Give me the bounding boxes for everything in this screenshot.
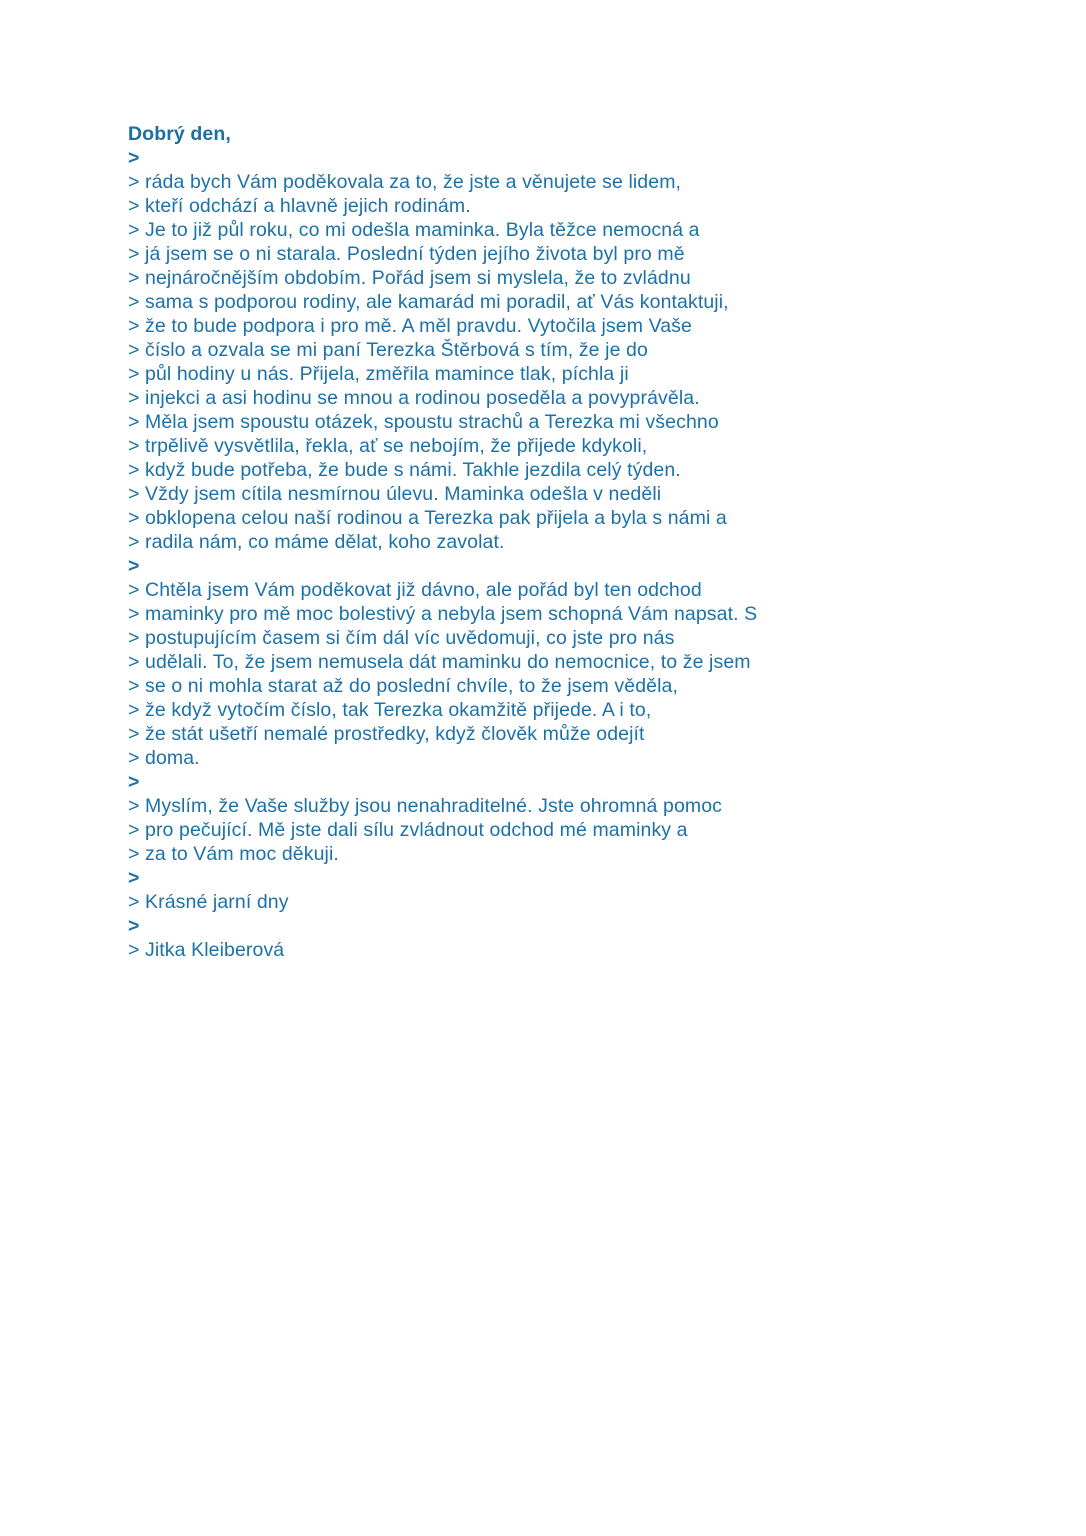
letter-body bbox=[128, 122, 948, 962]
letter-line: > bbox=[128, 867, 140, 889]
letter-line: > maminky pro mě moc bolestivý a nebyla jsem schopná Vám napsat. S bbox=[128, 603, 758, 625]
letter-greeting: Dobrý den, bbox=[128, 123, 231, 145]
letter-line: > Jitka Kleiberová bbox=[128, 939, 285, 961]
letter-line: > půl hodiny u nás. Přijela, změřila mamince tlak, píchla ji bbox=[128, 363, 629, 385]
letter-line: > sama s podporou rodiny, ale kamarád mi poradil, ať Vás kontaktuji, bbox=[128, 291, 729, 313]
letter-line: > Měla jsem spoustu otázek, spoustu strachů a Terezka mi všechno bbox=[128, 411, 719, 433]
letter-line: > bbox=[128, 147, 140, 169]
letter-line: > radila nám, co máme dělat, koho zavolat. bbox=[128, 531, 505, 553]
letter-line: > injekci a asi hodinu se mnou a rodinou poseděla a povyprávěla. bbox=[128, 387, 700, 409]
letter-line: > bbox=[128, 771, 140, 793]
letter-line: > Krásné jarní dny bbox=[128, 891, 289, 913]
letter-line: > že to bude podpora i pro mě. A měl pravdu. Vytočila jsem Vaše bbox=[128, 315, 692, 337]
letter-line: > Vždy jsem cítila nesmírnou úlevu. Maminka odešla v neděli bbox=[128, 483, 662, 505]
letter-line: > ráda bych Vám poděkovala za to, že jste a věnujete se lidem, bbox=[128, 171, 682, 193]
letter-line: > já jsem se o ni starala. Poslední týden jejího života byl pro mě bbox=[128, 243, 685, 265]
letter-line: > za to Vám moc děkuji. bbox=[128, 843, 339, 865]
letter-line: > postupujícím časem si čím dál víc uvědomuji, co jste pro nás bbox=[128, 627, 675, 649]
letter-line: > kteří odchází a hlavně jejich rodinám. bbox=[128, 195, 471, 217]
letter-line: > bbox=[128, 555, 140, 577]
letter-line: > udělali. To, že jsem nemusela dát maminku do nemocnice, to že jsem bbox=[128, 651, 751, 673]
letter-line: > obklopena celou naší rodinou a Terezka pak přijela a byla s námi a bbox=[128, 507, 727, 529]
letter-line: > trpělivě vysvětlila, řekla, ať se nebojím, že přijede kdykoli, bbox=[128, 435, 648, 457]
letter-line: > pro pečující. Mě jste dali sílu zvládnout odchod mé maminky a bbox=[128, 819, 688, 841]
letter-line: > že stát ušetří nemalé prostředky, když člověk může odejít bbox=[128, 723, 645, 745]
letter-line: > bbox=[128, 915, 140, 937]
letter-line: > se o ni mohla starat až do poslední chvíle, to že jsem věděla, bbox=[128, 675, 678, 697]
letter-line: > nejnáročnějším obdobím. Pořád jsem si myslela, že to zvládnu bbox=[128, 267, 691, 289]
letter-line: > doma. bbox=[128, 747, 200, 769]
letter-line: > Chtěla jsem Vám poděkovat již dávno, ale pořád byl ten odchod bbox=[128, 579, 702, 601]
letter-line: > že když vytočím číslo, tak Terezka okamžitě přijede. A i to, bbox=[128, 699, 652, 721]
letter-line: > když bude potřeba, že bude s námi. Takhle jezdila celý týden. bbox=[128, 459, 681, 481]
letter-line: > číslo a ozvala se mi paní Terezka Štěrbová s tím, že je do bbox=[128, 339, 648, 361]
letter-line: > Je to již půl roku, co mi odešla maminka. Byla těžce nemocná a bbox=[128, 219, 700, 241]
letter-line: > Myslím, že Vaše služby jsou nenahraditelné. Jste ohromná pomoc bbox=[128, 795, 723, 817]
